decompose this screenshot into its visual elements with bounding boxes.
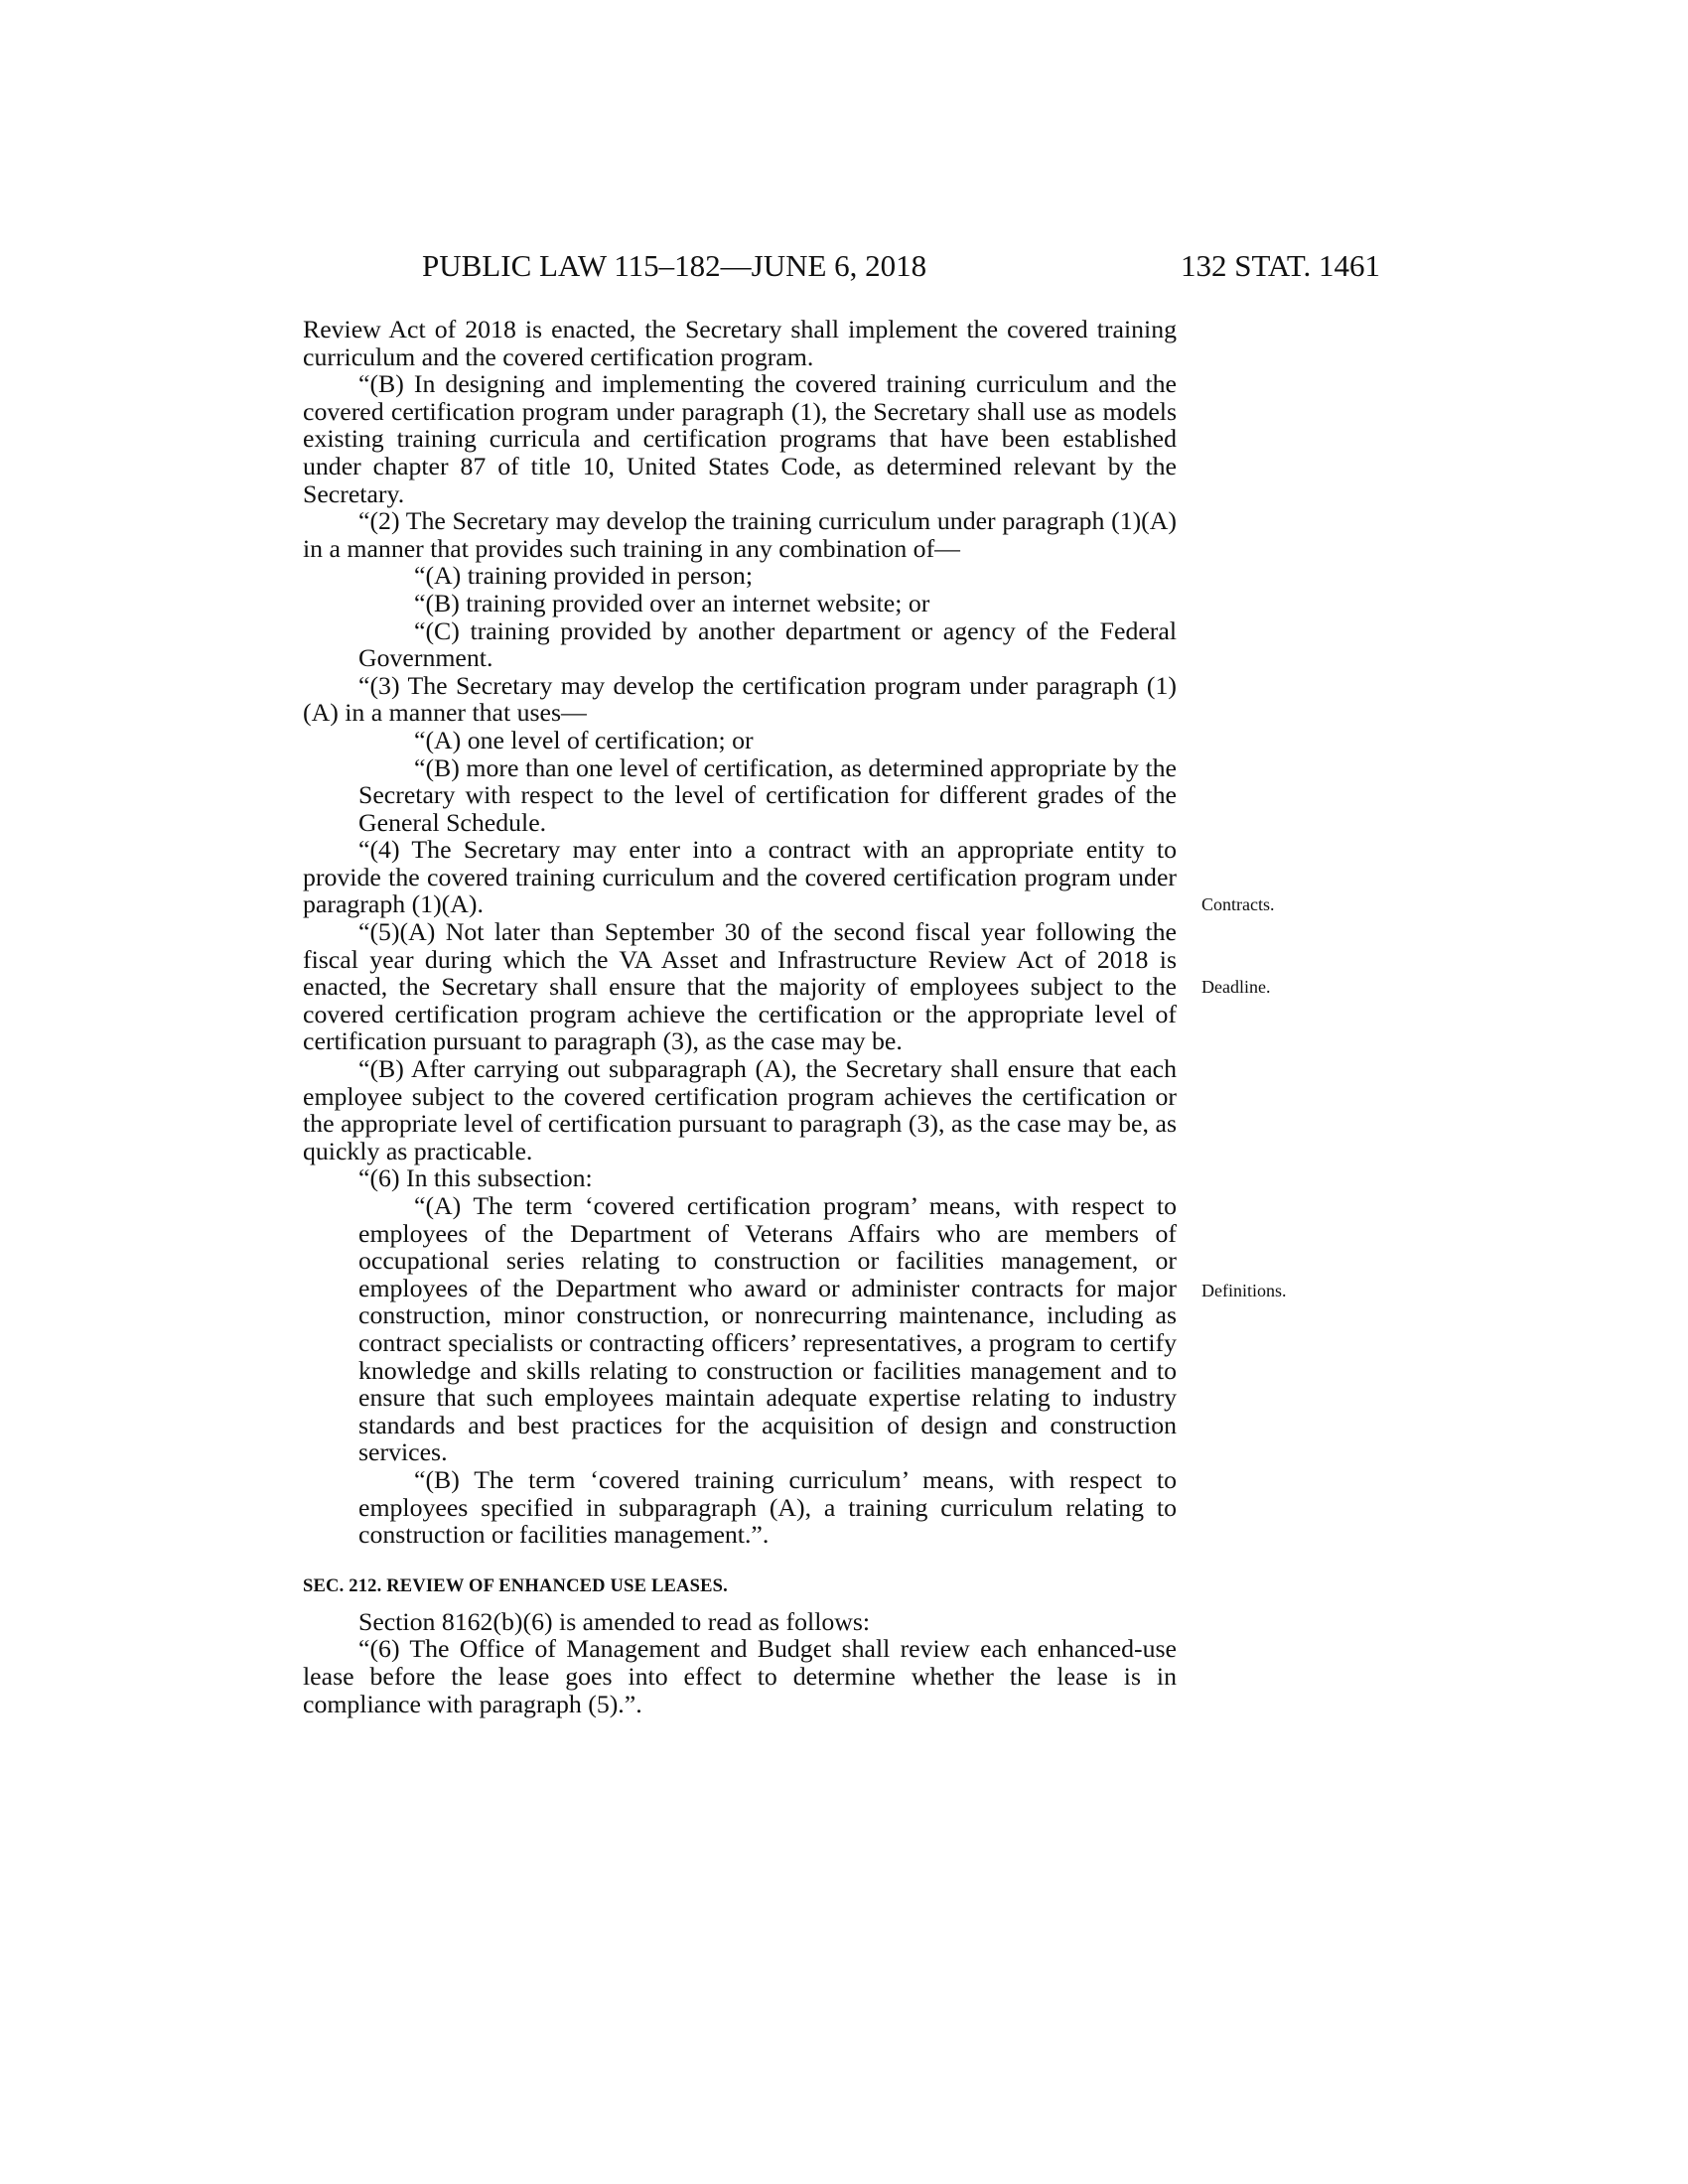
subparagraph: “(B) training provided over an internet website; or xyxy=(414,588,930,617)
statute-page-number: 132 STAT. 1461 xyxy=(1180,248,1380,283)
paragraph: “(3) The Secretary may develop the certification program under paragraph (1)(A) in a manner that uses— xyxy=(303,670,1177,728)
paragraph: Review Act of 2018 is enacted, the Secretary shall implement the covered training curriculum and the covered certification program. xyxy=(303,315,1177,371)
subparagraph: “(C) training provided by another department or agency of the Federal Government. xyxy=(358,615,1177,673)
paragraph: “(6) In this subsection: xyxy=(358,1163,593,1193)
paragraph: “(5)(A) Not later than September 30 of the second fiscal year following the fiscal year during which the VA Asset and Infrastructure Review Act of 2018 is enacted, the Secretary shall ensure that the majority of employees subject to the covered certification program achieve the certification or the appropriate level of certification pursuant to paragraph (3), as the case may be. xyxy=(303,917,1177,1056)
margin-note-definitions: Definitions. xyxy=(1201,1281,1287,1300)
paragraph: “(B) In designing and implementing the covered training curriculum and the covered certification program under paragraph (1), the Secretary shall use as models existing training curricula and certification programs that have been established under chapter 87 of title 10, United States Code, as determined relevant by the Secretary. xyxy=(303,369,1177,508)
paragraph: “(2) The Secretary may develop the training curriculum under paragraph (1)(A) in a manner that provides such training in any combination of— xyxy=(303,506,1177,563)
margin-note-contracts: Contracts. xyxy=(1201,894,1275,914)
page-header xyxy=(308,248,1380,292)
paragraph: “(4) The Secretary may enter into a contract with an appropriate entity to provide the covered training curriculum and the covered certification program under paragraph (1)(A). xyxy=(303,835,1177,919)
definition: “(B) The term ‘covered training curriculum’ means, with respect to employees specified in subparagraph (A), a training curriculum relating to construction or facilities management.”. xyxy=(358,1464,1177,1550)
subparagraph: “(A) one level of certification; or xyxy=(414,725,754,754)
paragraph: “(6) The Office of Management and Budget shall review each enhanced-use lease before the lease goes into effect to determine whether the lease is in compliance with paragraph (5).”. xyxy=(303,1634,1177,1718)
definition: “(A) The term ‘covered certification program’ means, with respect to employees of the Department of Veterans Affairs who are members of occupational series relating to construction or facilities management, or employees of the Department who award or administer contracts for major construction, minor construction, or nonrecurring maintenance, including as contract specialists or contracting officers’ representatives, a program to certify knowledge and skills relating to construction or facilities management and to ensure that such employees maintain adequate expertise relating to industry standards and best practices for the acquisition of design and construction services. xyxy=(358,1191,1177,1467)
margin-note-deadline: Deadline. xyxy=(1201,977,1271,997)
document-body xyxy=(303,316,1177,1717)
subparagraph: “(A) training provided in person; xyxy=(414,561,754,591)
section-heading: SEC. 212. REVIEW OF ENHANCED USE LEASES. xyxy=(303,1575,728,1596)
paragraph: “(B) After carrying out subparagraph (A), the Secretary shall ensure that each employee subject to the covered certification program achieves the certification or the appropriate level of certification pursuant to paragraph (3), as the case may be, as quickly as practicable. xyxy=(303,1054,1177,1165)
subparagraph: “(B) more than one level of certification, as determined appropriate by the Secretary with respect to the level of certification for different grades of the General Schedule. xyxy=(358,752,1177,837)
paragraph: Section 8162(b)(6) is amended to read as follows: xyxy=(358,1606,871,1636)
page-title: PUBLIC LAW 115–182—JUNE 6, 2018 xyxy=(422,248,927,283)
